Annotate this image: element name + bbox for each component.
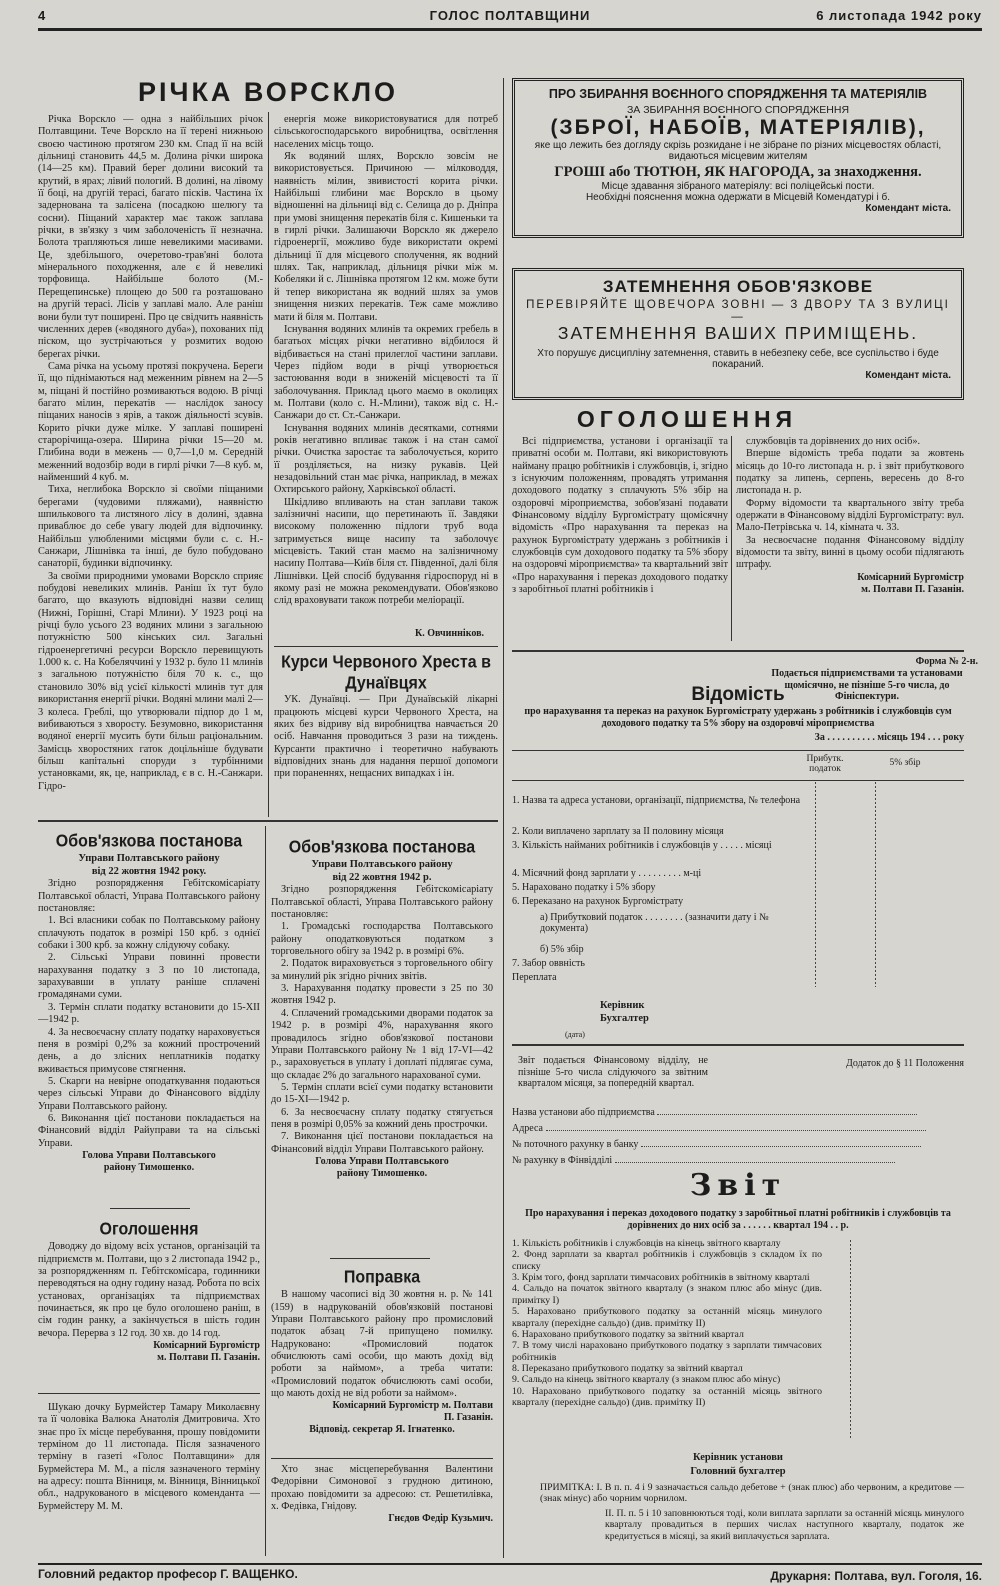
vorskla-column-2	[274, 114, 498, 644]
zvit-field	[512, 1139, 962, 1150]
zvit-row: 4. Сальдо на початок звітного кварталу (з знаком плюс або мінус (див. примітку I)	[512, 1283, 822, 1306]
popravka-sign2: П. Газанін.	[443, 1412, 493, 1424]
section-rule	[330, 1258, 430, 1259]
zvit-title: Звіт	[689, 1168, 787, 1203]
vorskla-paragraph: Існування водяних млинів десятками, сотнями років негативно впливає також і на стан самої річки. Очистка заростає та заболочується, корито її розділяється, на низку рукавів. Цей незадовільний стан має річка, наприклад, в межах Охтирського району, Харківської області.	[274, 422, 498, 496]
popravka-sign1: Комісарний Бургомістр м. Полтави	[332, 1400, 493, 1412]
issue-date: 6 листопада 1942 року	[816, 8, 982, 23]
ogoloshennya-left-title: Оголошення	[99, 1220, 199, 1239]
zvit-row: 1. Кількість робітників і службовців на кінець звітного кварталу	[512, 1238, 781, 1249]
blackout-notice	[512, 268, 964, 400]
blackout-line-4: Хто порушує дисципліну затемнення, ставить в небезпеку себе, все суспільство і буде покараний.	[537, 348, 939, 370]
zvit-row: 7. В тому числі нараховано прибуткового податку з зарплати тимчасових робітників	[512, 1340, 822, 1363]
zvit-note-1: ПРИМІТКА: І. В п. п. 4 і 9 зазначається сальдо дебетове + (знак плюс) або червоним, а кредитове — (знак мінус) або чорним чорнилом.	[540, 1482, 964, 1505]
form-dotted-col	[850, 1240, 851, 1440]
forma-label: Форма № 2-н.	[915, 656, 978, 667]
postanova-1-item: 1. Всі власники собак по Полтавському району сплачують податок в розмірі 150 крб. з однієї собаки і 300 крб. за кожну слідуючу собаку.	[38, 915, 260, 952]
ogoloshennya-left-text: Доводжу до відому всіх установ, організацій та підприємств м. Полтави, що з 2 листопада 1942 р., за розпорядженням п. Гебітскомісара, годинники переводяться на одну годину назад. Робота по всіх установах, організаціях та підприємствах починається, як про це було оголошено раніш, в сім годин ранку, а закінчується в шість годин вечора. Перерва з 12 год. 30 хв. до 14 год.	[38, 1241, 260, 1339]
vidomist-row: 5. Нараховано податку і 5% збору	[512, 882, 656, 893]
ogoloshennya-right-text: Форму відомости та квартального звіту треба одержати в Фінансовому відділі Бургомістрату: вул. Мало-Петрівська ч. 14, кімната ч. 33.	[736, 497, 964, 534]
zvit-field-label: № рахунку в Фінвідділі	[512, 1155, 613, 1166]
weapons-line-5: ГРОШІ або ТЮТЮН, ЯК НАГОРОДА, за знаходження.	[554, 164, 922, 180]
ogoloshennya-right-text: Всі підприємства, установи і організації та приватні особи м. Полтави, які використовують найману працю робітників і службовців, і, згідно з існуючим положенням, провадять утримання доходового податку з сплачують 5% збір на оздоровчі міроприємства, зобов'язані подавати Фінансовому відділу Бургомістрату щомісячну відомість «Про нарахування та переказ на рахунок Бургомістрату удержань з робітників і службовців сум доходового податку та 5% збору на оздоровчі міроприємства» та квартальний звіт «Про нарахування і переказ доходового податку з заробітньої платні робітників і	[512, 436, 728, 596]
vorskla-paragraph: Шкідливо впливають на стан заплави також залізничні насипи, що перетинають її. Завдяки високому положенню підлоги труб вода затримується вище насипу та заболочує місцевість. Такий стан маємо на залізничному насипу Полтава—Київ біля ст. Південної, далі біля Лішнівки. Цей спосіб будування гідроспоруд ні в якому разі не можна рекомендувати. Обов'язково слід враховувати також потреби меліорації.	[274, 496, 498, 607]
vidomist-col-tax: Прибутк. податок	[806, 754, 844, 775]
popravka-title: Поправка	[343, 1268, 421, 1287]
zvit-row: 3. Крім того, фонд зарплати тимчасових робітників в звітному кварталі	[512, 1272, 810, 1284]
column-rule	[268, 112, 269, 817]
postanova-2-item: 2. Податок вираховується з торговельного обігу за минулий рік згідно річних звітів.	[271, 958, 493, 982]
section-rule	[110, 1208, 190, 1209]
postanova-2-item: 6. За несвоєчасну сплату податку стягується пеня в розмірі 0,05% за кожний день прострочки.	[271, 1106, 493, 1130]
shukayu-2-text: Хто знає місцеперебування Валентини Федорівни Симонової з грудною дитиною, прохаю повідомити за адресою: ст. Решетилівка, х. Федівка, Гнідову.	[271, 1464, 493, 1513]
zvit-row: 6. Нараховано прибуткового податку за звітний квартал	[512, 1328, 744, 1340]
ogoloshennya-right-text: Вперше відомість треба подати за жовтень місяць до 10-го листопада н. р. і звіт прибуткового податку за липень, серпень, вересень до 8-го листопада н. р.	[736, 448, 964, 497]
kursy-article	[274, 652, 498, 817]
zvit-field	[512, 1107, 962, 1118]
newspaper-title: ГОЛОС ПОЛТАВЩИНИ	[429, 8, 591, 23]
zvit-kerivnyk: Керівник установи	[693, 1452, 783, 1463]
masthead	[38, 8, 982, 31]
weapons-notice	[512, 78, 964, 238]
zvit-row: 5. Нараховано прибуткового податку за останній місяць минулого кварталу (перехідне сальдо) (див. примітку II)	[512, 1306, 822, 1329]
shukayu-1	[38, 1402, 260, 1554]
zvit-field-line[interactable]	[615, 1162, 895, 1163]
ogoloshennya-left-sign2: м. Полтави П. Газанін.	[157, 1351, 260, 1363]
vidomist-row: 2. Коли виплачено зарплату за II половину місяця	[512, 826, 724, 837]
section-rule	[512, 1044, 964, 1046]
zvit-rows	[512, 1238, 822, 1448]
vidomist-date-label: (дата)	[565, 1030, 585, 1039]
forma-note: Подається підприємствами та установами щомісячно, не пізніше 5-го числа, до Фініспектури.	[771, 668, 963, 702]
section-rule	[38, 1393, 260, 1394]
form-dotted-col	[875, 782, 876, 987]
postanova-1	[38, 830, 260, 1200]
postanova-1-item: 2. Сільські Управи повинні провести нарахування податку з 3 по 10 листопада, зарахувавши в уплату раніше сплачені громадянами суми.	[38, 952, 260, 1001]
section-rule	[271, 1458, 493, 1459]
popravka-sign3: Відповід. секретар Я. Ігнатенко.	[309, 1424, 455, 1436]
blackout-line-3: ЗАТЕМНЕННЯ ВАШИХ ПРИМІЩЕНЬ.	[557, 323, 919, 343]
postanova-1-item: 6. Виконання цієї постанови покладається на Фінансовий відділ Райуправи та на сільські Управи.	[38, 1112, 260, 1149]
zvit-field-label: Назва установи або підприємства	[512, 1107, 655, 1118]
vidomist-period: За . . . . . . . . . . місяць 194 . . . року	[814, 732, 964, 743]
blackout-line-2: ПЕРЕВІРЯЙТЕ ЩОВЕЧОРА ЗОВНІ — З ДВОРУ ТА З ВУЛИЦІ —	[526, 299, 950, 323]
weapons-line-7: Необхідні пояснення можна одержати в Місцевій Комендатурі і б.	[585, 192, 891, 203]
vidomist-row: 4. Місячний фонд зарплати у . . . . . . . . . м-ці	[512, 868, 702, 879]
vidomist-buhalter: Бухгалтер	[600, 1013, 649, 1024]
vidomist-col-fee: 5% збір	[889, 758, 921, 768]
vidomist-row: Переплата	[512, 972, 557, 983]
form-rule	[512, 750, 964, 751]
column-rule	[503, 78, 504, 1558]
section-rule	[38, 820, 498, 822]
vorskla-paragraph: енергія може використовуватися для потреб сільськогосподарського виробництва, освітлення населених місць тощо.	[274, 114, 498, 150]
vidomist-kerivnyk: Керівник	[600, 1000, 645, 1011]
shukayu-1-text: Шукаю дочку Бурмейстер Тамару Миколаєвну та її чоловіка Валюка Анатолія Дмитровича. Хто знає про їх місце перебування, прошу повідомити терміном до 11 листопада. Після зазначеного терміну в газеті «Голос Полтавщини» для Бурмейстера М. М., а після зазначеного терміну на адресу: пошта Вінниця, м. Вінниця, Вінницької обл., надрукованого в місцевого коменданта — Бурмейстеру М. М.	[38, 1402, 260, 1512]
postanova-1-sign1: Голова Управи Полтавського	[82, 1149, 216, 1161]
postanova-1-sub2: від 22 жовтня 1942 року.	[91, 865, 207, 877]
postanova-1-sign2: району Тимошенко.	[103, 1161, 195, 1173]
weapons-line-1: ПРО ЗБИРАННЯ ВОЄННОГО СПОРЯДЖЕННЯ ТА МАТЕРІЯЛІВ	[548, 87, 928, 101]
vidomist-title: Відомість	[691, 684, 785, 705]
vidomist-row: 6. Переказано на рахунок Бургомістрату	[512, 896, 684, 907]
postanova-2-item: 3. Нарахування податку провести з 25 по 30 жовтня 1942 р.	[271, 983, 493, 1007]
ogoloshennya-left	[38, 1218, 260, 1388]
vorskla-paragraph: Річка Ворскло — одна з найбільших річок Полтавщини. Тече Ворскло на її терені нижньою своєю частиною протягом 230 км. Спад її на всій дільниці становить 44,5 м. Долина річки широка (14—25 км). Правий берег долини високий та крутий, в ярах; лівий пологий. В долині, на лівому її боці, на другій терасі, багато пісків. Частина їх задернована та залісена (посадкою шелюгу та сосни). Піщаний характер має також заплава річки, в зв'язку з чим заболоченість її незначна. Болота трапляються лише невеликими масивами. Це, здебільшого, очеретово-трав'яні болота мінерального походження, але є й невеликі торфовища. Найбільше болото (М.-Перещепинське) площею до 500 га розташовано на другій терасі. Лісів у заплаві мало. Але раніш вони були тут поширені. Про це свідчить наявність численних дерев («водяного дуба»), похованих під піском, що зустрічаються у розмитих водою берегах річки.	[38, 114, 263, 360]
column-rule	[731, 436, 732, 641]
zvit-field-label: № поточного рахунку в банку	[512, 1139, 639, 1150]
zvit-row: 8. Переказано прибуткового податку за звітний квартал	[512, 1362, 743, 1374]
weapons-line-6: Місце здавання зібраного матеріялу: всі поліцейські пости.	[601, 181, 875, 192]
postanova-2-item: 1. Громадські господарства Полтавського району оподатковуються податком з торговельного обігу за 1942 р. в розмірі 6%.	[271, 921, 493, 958]
vidomist-subtitle: про нарахування та переказ на рахунок Бургомістрату удержань з робітників і службовців сум доходового податку та 5% збору на оздоровчі міроприємства	[524, 706, 952, 729]
vorskla-paragraph: Існування водяних млинів та окремих гребель в багатьох місцях річки негативно відбилося й відбивається на стані прилеглої частини заплави. Через підйом води в річці утворюється застоювання води в зниженій місцевості та її заболочування. Приклад цього маємо в околицях м. Полтави (коло с. Н.-Млини), також від с. Н.-Санжари до ст. Ст.-Санжари.	[274, 323, 498, 422]
ogoloshennya-right-sign2: м. Полтави П. Газанін.	[861, 583, 964, 595]
vorskla-paragraph: Як водяний шлях, Ворскло зовсім не використовується. Причиною — мілководдя, наявність мілин, звивистості корита річки. Найбільші глибини має Ворскло в цьому відношенні на дільниці від с. Селища до р. Дніпра при умові знищення перекатів біля с. Кишеньки та в гирлі річки. Залишаючи Ворскло як джерело гідроенергії, можливо буде використати окремі дільниці її для місцевого сполучення, як водний шлях. Так, наприклад, дільниця річки між м. Кобеляки й с. Лішнівка протягом 12 км. може бути й тепер використана як водний шлях за умов знищення низких перекатів. Теж саме можливо мати й біля м. Полтави.	[274, 151, 498, 323]
vorskla-paragraph: За своїми природними умовами Ворскло сприяє побудові невеликих млинів. Раніш їх тут було багато, що вказують відповідні назви селищ (Нижні, Горішні, Старі Млини). У 1923 році на річці було усього 23 водяних млини з загальною потужністю 500 кінських сил. Загальні гідроенергетичні ресурси Ворскло перевищують 1.000 к. с. На Кобеляччині у 1932 р. було 11 млинів з загальною потужністю біля 70 к. с., що становило 30% від усієї кількості млинів тут для використання енергії річки. Водяні млини малі 2—3 колеса. Греблі, що утворювали підпор до 1 м, вибиваються з хворосту. Безумовно, використання водяної енергії мусить бути більш раціональним. Замісць хворостяних гаток доцільніше будувати більш капітальні споруди з турбінними установками, як, це, наприклад, є в с. Н.-Санжари. Гідро-	[38, 570, 263, 792]
vorskla-author: К. Овчинніков.	[414, 628, 484, 639]
form-rule	[512, 780, 964, 781]
postanova-2-intro: Згідно розпорядження Гебітскомісаріату Полтавської області, Управа Полтавського району постановляє:	[271, 884, 493, 921]
ogoloshennya-right-col1	[512, 436, 728, 646]
footer-editor: Головний редактор професор Г. ВАЩЕНКО.	[38, 1567, 298, 1581]
ogoloshennya-left-sign1: Комісарний Бургомістр	[153, 1339, 260, 1351]
postanova-2	[271, 836, 493, 1256]
blackout-sign: Комендант міста.	[865, 370, 951, 381]
postanova-2-sub1: Управи Полтавського району	[311, 859, 453, 871]
zvit-field-line[interactable]	[657, 1114, 917, 1115]
ogoloshennya-right-sign1: Комісарний Бургомістр	[857, 571, 964, 583]
footer	[38, 1563, 982, 1581]
postanova-2-title: Обов'язкова постанова	[288, 838, 476, 857]
vidomist-row: а) Прибутковий податок . . . . . . . . (зазначити дату і № документа)	[540, 912, 769, 934]
zvit-field-label: Адреса	[512, 1123, 543, 1134]
zvit-note-2: ІІ. П. п. 5 і 10 заповнюються тоді, коли виплата зарплати за останній місяць минулого кварталу провадиться в перших числах наступного кварталу, податок же кредитується в місяці, за який виплачується зарплата.	[605, 1508, 964, 1542]
page-number: 4	[38, 8, 47, 23]
zvit-row: 2. Фонд зарплати за квартал робітників і службовців з складом їх по списку	[512, 1249, 822, 1272]
section-rule	[274, 646, 498, 647]
weapons-line-4: яке що лежить без догляду скрізь розкидане і не зібране по різних місцевостях області, видаються місцевим жителям	[534, 140, 942, 162]
vidomist-row: б) 5% збір	[540, 944, 584, 955]
zvit-buhalter: Головний бухгалтер	[690, 1466, 786, 1477]
postanova-1-item: 5. Скарги на невірне оподаткування подаються через сільські Управи до Фінансового відділу Управи Полтавського району.	[38, 1075, 260, 1112]
zvit-field	[512, 1123, 962, 1134]
postanova-2-sign2: району Тимошенко.	[336, 1167, 428, 1179]
vorskla-column-1	[38, 114, 263, 814]
zvit-row: 10. Нараховано прибуткового податку за останній місяць звітного кварталу (перехідне сальдо) (див. примітку II)	[512, 1385, 822, 1409]
vidomist-row: 3. Кількість найманих робітників і службовців у . . . . . місяці	[512, 840, 772, 851]
postanova-2-item: 4. Сплачений громадськими дворами податок за 1942 р. в розмірі 4%, нарахування якого провадилось згідно обов'язкової постанови Управи Полтавського району № 1 від 17-VI—42 р., зараховується в уплату і доплаті підлягає сума, що складає 2% до загального нарахованої суми.	[271, 1007, 493, 1081]
vidomist-row: 1. Назва та адреса установи, організації, підприємства, № телефона	[512, 795, 801, 806]
section-rule	[512, 650, 964, 652]
zvit-row: 9. Сальдо на кінець звітного кварталу (з знаком плюс або мінус)	[512, 1374, 781, 1386]
ogoloshennya-right-text: службовців та дорівнених до них осіб».	[746, 436, 921, 447]
zvit-field-line[interactable]	[546, 1130, 926, 1131]
zvit-field-line[interactable]	[641, 1146, 921, 1147]
popravka-text: В нашому часописі від 30 жовтня н. р. № 141 (159) в надрукованій обов'язковій постанові Управи Полтавського району про промисловий податок абзац 7-й припущено помилку. Надруковано: «Промисловий податок обчислюють самі особи, що мають дохід від роботи за наймом», а треба читати: «Промисловий податок обчислюють самі особи, що мають дохід не від роботи за наймом».	[271, 1289, 493, 1399]
zvit-note: Звіт подається Фінансовому відділу, не пізніше 5-го числа слідуючого за звітним кварталом місяця, за попередній квартал.	[518, 1055, 708, 1089]
weapons-line-2: ЗА ЗБИРАННЯ ВОЄННОГО СПОРЯДЖЕННЯ	[626, 104, 850, 116]
weapons-line-3: (ЗБРОЇ, НАБОЇВ, МАТЕРІЯЛІВ),	[550, 116, 926, 139]
vidomist-row: 7. Забор оввність	[512, 958, 585, 969]
column-rule	[265, 826, 266, 1556]
blackout-line-1: ЗАТЕМНЕННЯ ОБОВ'ЯЗКОВЕ	[602, 277, 874, 296]
postanova-1-item: 4. За несвоєчасну сплату податку нараховується пеня в розмірі 0,2% за кожний прострочений день, а до злісних неплатників податку вживається примусове стягнення.	[38, 1026, 260, 1075]
ogoloshennya-right-text: За несвоєчасне подання Фінансовому відділу відомости та звіту, винні в цьому особи підлягають штрафу.	[736, 534, 964, 571]
vorskla-paragraph: Сама річка на усьому протязі покручена. Береги її, що піднімаються над меженним рівнем на 2—5 м, піщані й постійно розмиваються водою. В річці багато мілин, перекатів — наслідок заносу піщаних наносів з ярів, а також діяльності зсувів. Корито річки дуже мілке. У заплаві поширені старорічища-озера. Ширина річки 15—20 м. Глибина води в межень — 0,7—1,0 м. Середній меженний водозбір води в гирлі річки 7—8 куб. м, найменший 4 куб. м.	[38, 360, 263, 483]
ogoloshennya-right-col2	[736, 436, 964, 646]
postanova-2-item: 5. Термін сплати всієї суми податку встановити до 15-ХІ—1942 р.	[271, 1081, 493, 1106]
zvit-field	[512, 1155, 962, 1166]
postanova-1-sub1: Управи Полтавського району	[78, 853, 220, 865]
postanova-2-sub2: від 22 жовтня 1942 р.	[332, 871, 432, 883]
postanova-2-sign1: Голова Управи Полтавського	[315, 1155, 449, 1167]
shukayu-2	[271, 1464, 493, 1556]
zvit-subtitle: Про нарахування і переказ доходового податку з заробітньої платні робітників і службовців та дорівнених до них осіб за . . . . . . квартал 194 . . р.	[525, 1208, 951, 1231]
kursy-text: УК. Дунаївці. — При Дунаївській лікарні працюють місцеві курси Червоного Хреста, на яких без відриву від виробництва навчається 20 осіб. Навчання проводиться 3 рази на тиждень. Курсанти практично і теоретично набувають відповідних знань для надання першої допомоги при пораненнях, нещасних випадках і ін.	[274, 694, 498, 780]
postanova-2-item: 7. Виконання цієї постанови покладається на Фінансовий відділ Управи Полтавського району.	[271, 1131, 493, 1155]
weapons-sign: Комендант міста.	[865, 203, 951, 214]
shukayu-2-sign: Гнєдов Федір Кузьмич.	[388, 1513, 493, 1525]
kursy-title: Курси Червоного Хреста в Дунаївцях	[281, 653, 491, 693]
form-dotted-col	[815, 782, 816, 987]
ogoloshennya-right-title: ОГОЛОШЕННЯ	[576, 406, 798, 432]
footer-printer: Друкарня: Полтава, вул. Гоголя, 16.	[770, 1569, 982, 1583]
postanova-1-title: Обов'язкова постанова	[55, 832, 243, 851]
vorskla-title: РІЧКА ВОРСКЛО	[137, 77, 399, 107]
postanova-1-intro: Згідно розпорядження Гебітскомісаріату Полтавської області, Управа Полтавського району постановляє:	[38, 878, 260, 915]
vorskla-paragraph: Тиха, неглибока Ворскло зі своїми піщаними берегами (чудовими пляжами), наявністю шпилькового та листяного лісу в долині, здавна приваблює до себе увагу людей для відпочинку. Найбільш улюбленими місцями були с. с. Н.-Санжари, Лішнівка та інші, де було побудовано санаторії, будинки відпочинку.	[38, 484, 263, 570]
zvit-appendix: Додаток до § 11 Положення	[846, 1058, 964, 1069]
postanova-1-item: 3. Термін сплати податку встановити до 15-ХІІ—1942 р.	[38, 1001, 260, 1026]
popravka	[271, 1266, 493, 1456]
